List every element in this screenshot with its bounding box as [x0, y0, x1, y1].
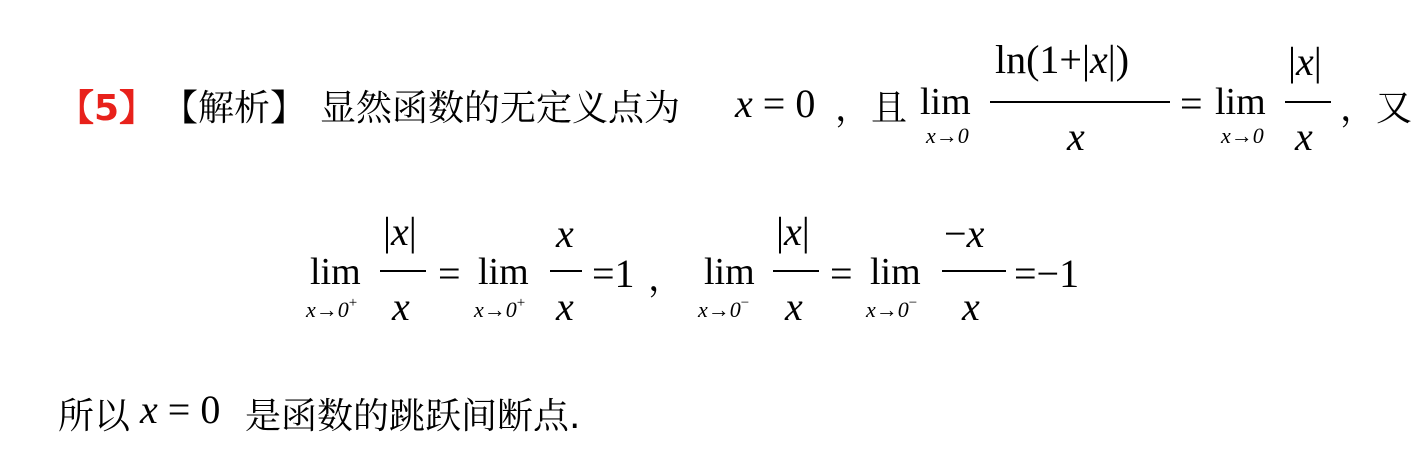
fraction-denominator: x: [962, 284, 980, 329]
lim-subscript-right: x→0+: [474, 295, 526, 322]
text-conclusion: 是函数的跳跃间断点.: [245, 396, 581, 437]
equation-x-eq-0: x = 0: [140, 387, 221, 432]
text-therefore: 所以: [58, 396, 131, 437]
result-minus-one: =−1: [1014, 251, 1080, 296]
fraction-numerator: |x|: [383, 209, 417, 254]
lim-subscript: x→0: [1221, 123, 1264, 148]
equals-sign: =: [1180, 81, 1203, 126]
fraction-denominator: x: [1295, 114, 1313, 159]
text-undefined-point: 显然函数的无定义点为: [320, 88, 681, 129]
lim-subscript-right: x→0+: [306, 295, 358, 322]
text-also: ，又: [1340, 88, 1413, 129]
separator: ，: [648, 258, 685, 299]
lim-operator: lim: [1215, 81, 1266, 123]
analysis-label: 【解析】: [162, 88, 307, 129]
lim-operator: lim: [704, 251, 755, 293]
equals-sign: =: [438, 251, 461, 296]
lim-subscript-left: x→0−: [698, 295, 750, 322]
fraction-denominator: x: [785, 284, 803, 329]
fraction-numerator: −x: [944, 211, 985, 256]
fraction-denominator: x: [1067, 114, 1085, 159]
lim-operator: lim: [920, 81, 971, 123]
lim-operator: lim: [870, 251, 921, 293]
fraction-denominator: x: [556, 284, 574, 329]
fraction-numerator: |x|: [1288, 39, 1322, 84]
fraction-numerator: ln(1+|x|): [995, 37, 1130, 82]
equals-sign: =: [830, 251, 853, 296]
lim-operator: lim: [478, 251, 529, 293]
equation-x-eq-0: x = 0: [735, 81, 816, 126]
lim-operator: lim: [310, 251, 361, 293]
fraction-denominator: x: [392, 284, 410, 329]
fraction-numerator: x: [556, 211, 574, 256]
lim-subscript: x→0: [926, 123, 969, 148]
fraction-numerator: |x|: [776, 209, 810, 254]
item-number: 【5】: [58, 88, 156, 129]
lim-subscript-left: x→0−: [866, 295, 918, 322]
result-one: =1: [592, 251, 635, 296]
text-and: ，且: [835, 88, 908, 129]
